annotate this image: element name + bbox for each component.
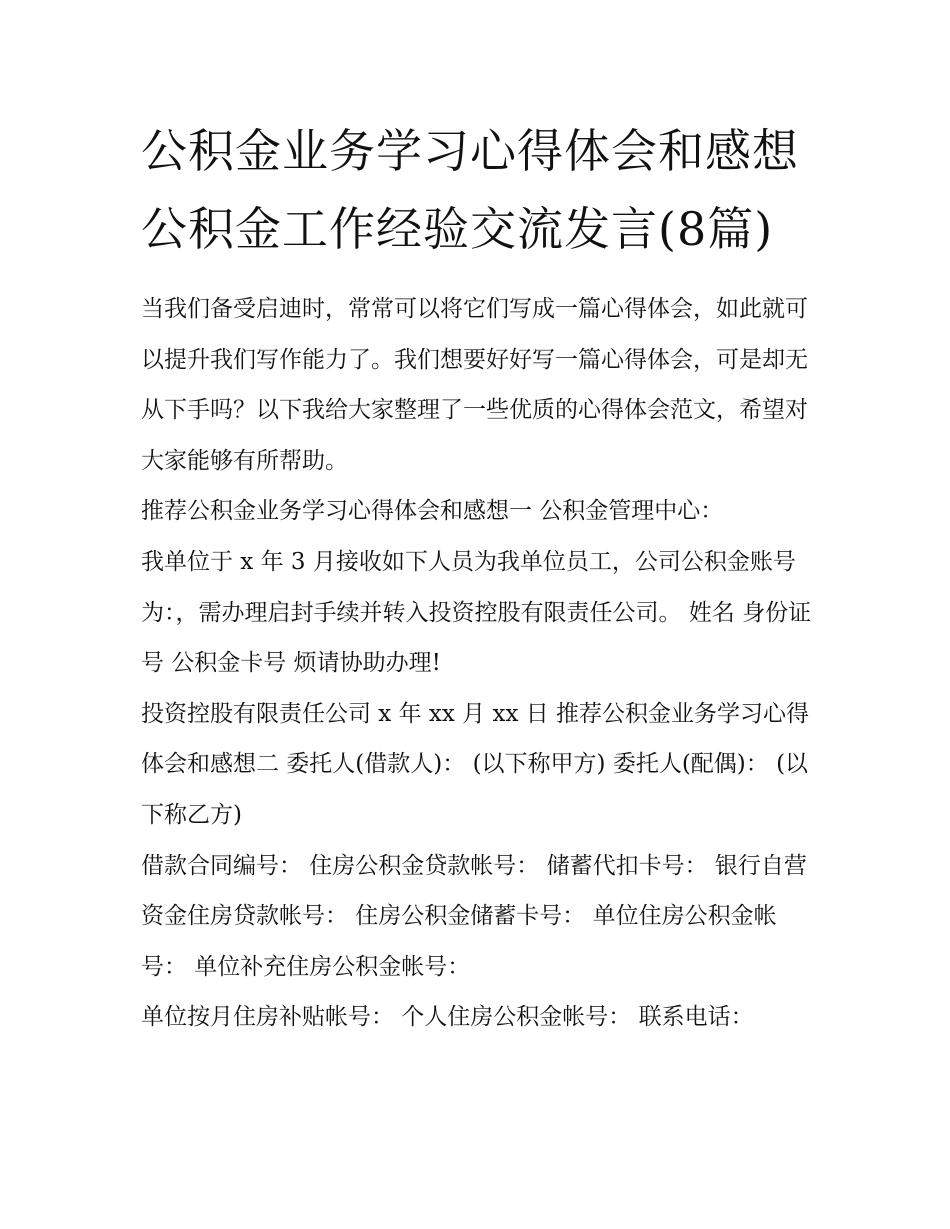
paragraph-recommend-one: 推荐公积金业务学习心得体会和感想一 公积金管理中心：: [141, 498, 724, 525]
document-page: [141, 112, 813, 1043]
paragraph-subsidy-accounts: 单位按月住房补贴帐号： 个人住房公积金帐号： 联系电话：: [141, 1004, 754, 1031]
intro-paragraph: 当我们备受启迪时，常常可以将它们写成一篇心得体会，如此就可以提升我们写作能力了。我们想要好好写一篇心得体会，可是却无从下手吗？以下我给大家整理了一些优质的心得体会范文，希望对大家能够有所帮助。: [141, 296, 808, 474]
document-title: 公积金业务学习心得体会和感想 公积金工作经验交流发言(8篇): [141, 124, 799, 256]
paragraph-account-numbers: 借款合同编号： 住房公积金贷款帐号： 储蓄代扣卡号： 银行自营资金住房贷款帐号： 住房公积金储蓄卡号： 单位住房公积金帐号： 单位补充住房公积金帐号：: [141, 852, 807, 980]
paragraph-company-date: 投资控股有限责任公司 x 年 xx 月 xx 日 推荐公积金业务学习心得体会和感想二 委托人(借款人)： (以下称甲方) 委托人(配偶)： (以下称乙方): [141, 700, 810, 828]
paragraph-transfer-request: 我单位于 x 年 3 月接收如下人员为我单位员工，公司公积金账号为：，需办理启封手续并转入投资控股有限责任公司。 姓名 身份证号 公积金卡号 烦请协助办理!: [141, 548, 812, 677]
document-body: [141, 284, 813, 1043]
